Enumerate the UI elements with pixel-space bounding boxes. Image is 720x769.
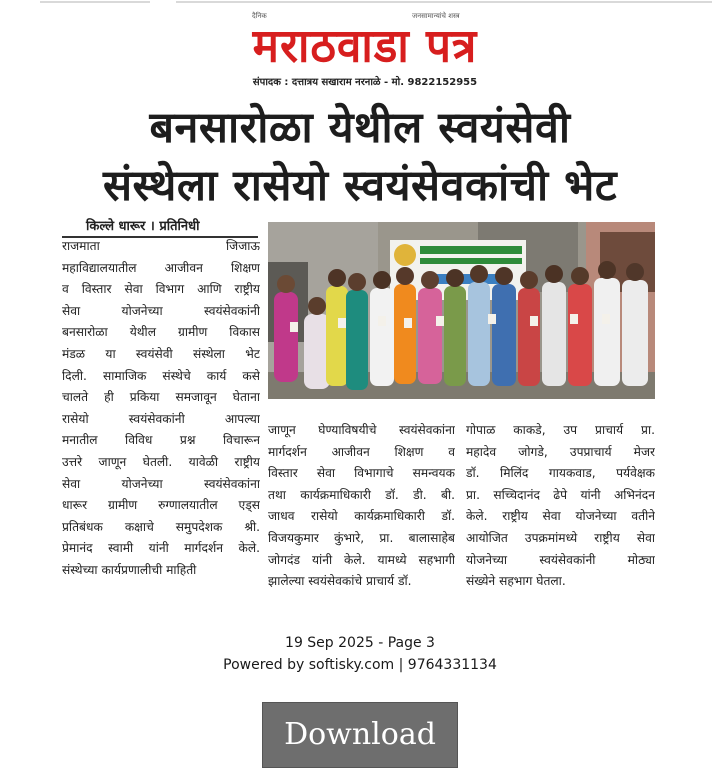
article-text-line: प्रा. सच्चिदानंद ढेपे यांनी अभिनंदन — [466, 487, 655, 502]
article-text-line: डॉ. मिलिंद गायकवाड, पर्यवेक्षक — [466, 466, 655, 481]
article-column-2 — [268, 420, 455, 593]
article-text-line: गोपाळ काकडे, उप प्राचार्य प्रा. — [466, 423, 655, 437]
dateline-byline: प्रतिनिधी — [159, 219, 200, 234]
article-column-3 — [466, 420, 655, 593]
article-text-line: सेवा योजनेच्या स्वयंसेवकांनी — [62, 303, 260, 318]
page-info: 19 Sep 2025 - Page 3 — [285, 635, 435, 651]
article-text-line: मनातील विविध प्रश्न विचारून — [62, 433, 260, 448]
article-text-line: मार्गदर्शन आजीवन शिक्षण व — [268, 444, 455, 459]
newspaper-logo: मराठवाडा पत्र — [252, 19, 478, 74]
article-text-line: महाविद्यालयातील आजीवन शिक्षण — [62, 260, 260, 275]
article-text-line: सेवा योजनेच्या स्वयंसेवकांना — [62, 476, 260, 491]
dateline — [86, 216, 199, 234]
article-text-line: मंडळ या स्वयंसेवी संस्थेला भेट — [62, 346, 260, 361]
article-text-line: जाणून घेण्याविषयीचे स्वयंसेवकांना — [268, 423, 455, 437]
headline-line-2: संस्थेला रासेयो स्वयंसेवकांची भेट — [102, 161, 618, 211]
article-text-line: केले. राष्ट्रीय सेवा योजनेच्या वतीने — [466, 509, 655, 524]
article-text-line: चालते ही प्रकिया समजावून घेताना — [62, 390, 260, 405]
dateline-sep: । — [149, 219, 160, 234]
download-button[interactable]: Download — [262, 702, 458, 768]
article-text-line: दिली. सामाजिक संस्थेचे कार्य कसे — [62, 368, 260, 383]
article-text-line: संख्येने सहभाग घेतला. — [466, 574, 566, 589]
article-text-line: धारूर ग्रामीण रुग्णालयातील एड्स — [62, 498, 260, 513]
article-text-line: उत्तरे जाणून घेतली. यावेळी राष्ट्रीय — [62, 454, 260, 469]
article-text-line: झालेल्या स्वयंसेवकांचे प्राचार्य डॉ. — [268, 574, 412, 589]
headline-line-1: बनसारोळा येथील स्वयंसेवी — [149, 103, 571, 153]
article-text-line: विजयकुमार कुंभारे, प्रा. बालासाहेब — [268, 530, 455, 545]
article-text-line: जाधव रासेयो कार्यक्रमाधिकारी डॉ. — [268, 509, 455, 524]
article-text-line: जोगदंड यांनी केले. यामध्ये सहभागी — [268, 552, 455, 567]
article-text-line: राजमाता जिजाऊ — [62, 239, 260, 253]
article-text-line: रासेयो स्वयंसेवकांनी आपल्या — [62, 411, 260, 426]
article-text-line: महादेव जोगडे, उपप्राचार्य मेजर — [466, 444, 655, 459]
article-column-1 — [62, 236, 260, 582]
masthead — [220, 12, 510, 88]
article-photo — [268, 222, 655, 399]
article-text-line: संस्थेच्या कार्यप्रणालीची माहिती — [62, 562, 197, 577]
article-text-line: व विस्तार सेवा विभाग आणि राष्ट्रीय — [62, 282, 260, 297]
powered-by: Powered by softisky.com | 9764331134 — [223, 657, 497, 673]
masthead-tagline: जनसामान्यांचे शस्त्र — [412, 12, 460, 20]
article-text-line: विस्तार सेवा विभागाचे समन्वयक — [268, 466, 455, 481]
article-text-line: बनसारोळा येथील ग्रामीण विकास — [62, 325, 260, 340]
dateline-place: किल्ले धारूर — [86, 219, 146, 234]
top-border — [0, 0, 720, 4]
article-text-line: योजनेच्या स्वयंसेवकांनी मोठ्या — [466, 552, 655, 567]
page-footer — [0, 632, 720, 676]
article-text-line: आयोजित उपक्रमांमध्ये राष्ट्रीय सेवा — [466, 530, 655, 545]
article-text-line: प्रतिबंधक कक्षाचे समुपदेशक श्री. — [62, 519, 260, 534]
article-text-line: तथा कार्यक्रमाधिकारी डॉ. डी. बी. — [268, 487, 455, 502]
top-border-left — [40, 1, 150, 3]
article-text-line: प्रेमानंद स्वामी यांनी मार्गदर्शन केले. — [62, 541, 260, 556]
editor-line: संपादक : दत्तात्रय सखाराम नरनाळे - मो. 9822152955 — [252, 77, 478, 88]
masthead-tag-daily: दैनिक — [252, 12, 267, 20]
top-border-right — [176, 1, 712, 3]
group-photo-illustration — [268, 222, 655, 399]
